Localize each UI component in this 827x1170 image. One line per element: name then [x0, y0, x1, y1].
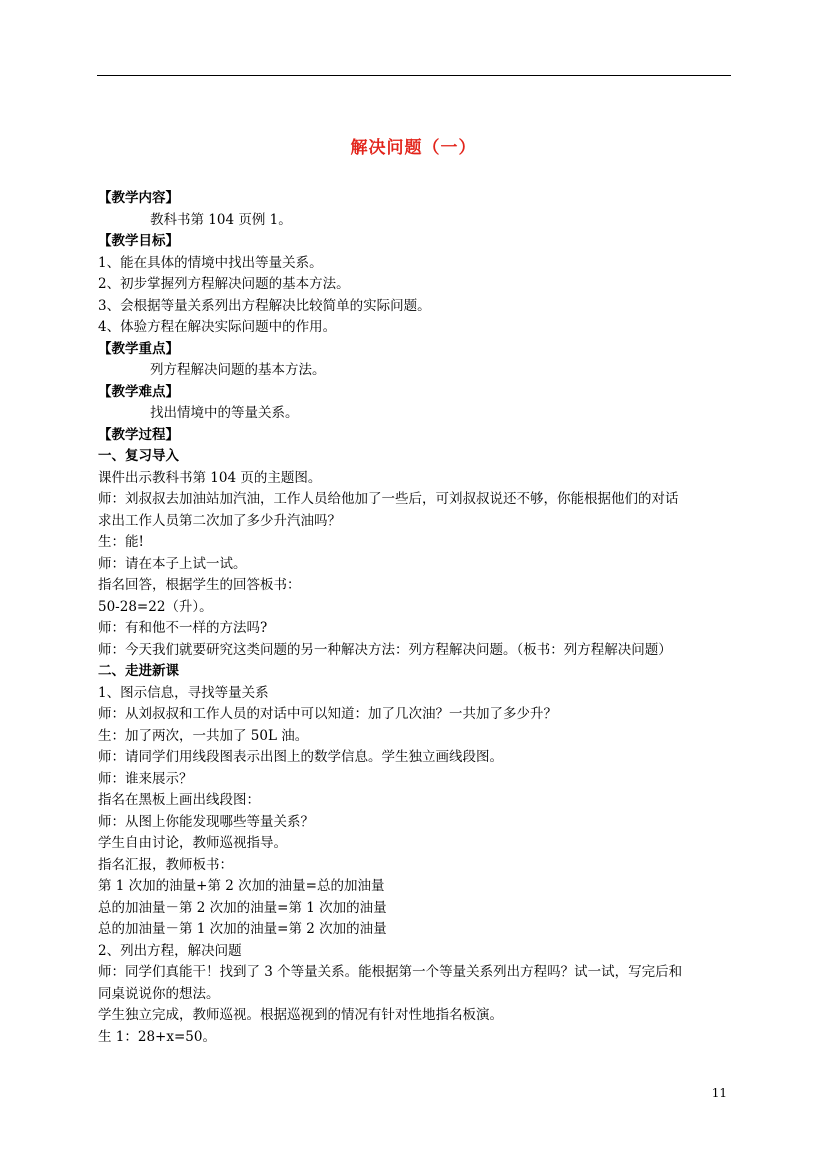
body-line: 教科书第 104 页例 1。: [150, 211, 292, 228]
body-line: 2、列出方程，解决问题: [98, 942, 242, 959]
body-line: 3、会根据等量关系列出方程解决比较简单的实际问题。: [98, 297, 431, 314]
body-line: 生：能!: [98, 534, 144, 550]
section-heading: 【教学难点】: [98, 383, 179, 400]
section-heading: 【教学内容】: [98, 190, 179, 206]
section-heading: 【教学目标】: [98, 233, 179, 249]
body-line: 指名在黑板上画出线段图：: [98, 792, 260, 808]
body-line: 指名回答，根据学生的回答板书：: [98, 577, 301, 593]
document-title: 解决问题（一）: [350, 138, 477, 158]
page-number: 11: [711, 1086, 727, 1100]
body-line: 学生独立完成，教师巡视。根据巡视到的情况有针对性地指名板演。: [98, 1007, 503, 1023]
body-line: 师：有和他不一样的方法吗?: [98, 620, 268, 636]
section-heading: 【教学重点】: [98, 340, 179, 357]
body-line: 师：从图上你能发现哪些等量关系？: [98, 813, 314, 830]
body-line: 总的加油量－第 2 次加的油量=第 1 次加的油量: [98, 899, 387, 916]
body-line: 1、图示信息，寻找等量关系: [98, 684, 269, 701]
body-line: 列方程解决问题的基本方法。: [150, 362, 326, 378]
body-line: 师：请同学们用线段图表示出图上的数学信息。学生独立画线段图。: [98, 749, 503, 765]
body-line: 师：同学们真能干！找到了 3 个等量关系。能根据第一个等量关系列出方程吗？试一试，写完后和: [98, 964, 683, 980]
body-line: 指名汇报，教师板书：: [98, 856, 233, 873]
body-line: 学生自由讨论，教师巡视指导。: [98, 835, 287, 851]
body-line: 找出情境中的等量关系。: [150, 405, 299, 421]
body-line: 师：刘叔叔去加油站加汽油，工作人员给他加了一些后，可刘叔叔说还不够，你能根据他们的对话: [98, 491, 679, 507]
body-line: 师：请在本子上试一试。: [98, 555, 247, 572]
body-line: 生：加了两次，一共加了 50L 油。: [98, 727, 309, 744]
body-line: 课件出示教科书第 104 页的主题图。: [98, 469, 322, 486]
body-line: 2、初步掌握列方程解决问题的基本方法。: [98, 276, 350, 292]
body-line: 第 1 次加的油量+第 2 次加的油量=总的加油量: [98, 878, 385, 894]
section-heading: 一、复习导入: [98, 448, 179, 464]
section-heading: 二、走进新课: [98, 663, 179, 679]
body-line: 求出工作人员第二次加了多少升汽油吗？: [98, 512, 341, 529]
body-line: 同桌说说你的想法。: [98, 985, 220, 1002]
body-line: 师：谁来展示？: [98, 770, 193, 787]
body-line: 生 1：28+x=50。: [98, 1028, 216, 1045]
body-line: 师：从刘叔叔和工作人员的对话中可以知道：加了几次油？一共加了多少升？: [98, 706, 557, 722]
body-line: 50-28=22（升）。: [98, 598, 213, 615]
body-line: 总的加油量－第 1 次加的油量=第 2 次加的油量: [98, 921, 387, 937]
document-body: [98, 188, 738, 1048]
body-line: 1、能在具体的情境中找出等量关系。: [98, 254, 323, 271]
body-line: 4、体验方程在解决实际问题中的作用。: [98, 319, 337, 335]
header-rule: [97, 75, 731, 76]
section-heading: 【教学过程】: [98, 426, 179, 443]
body-line: 师：今天我们就要研究这类问题的另一种解决方法：列方程解决问题。（板书：列方程解决问题）: [98, 641, 672, 658]
